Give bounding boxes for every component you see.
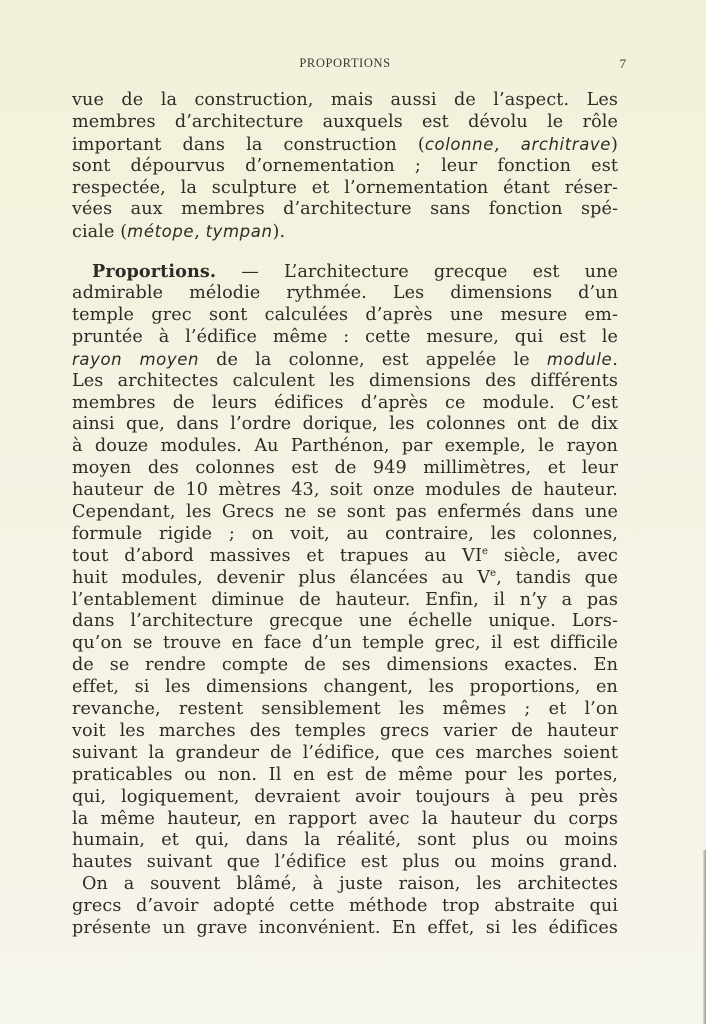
text-line: On a souvent blâmé, à juste raison, les architectes	[82, 874, 618, 895]
text-line: de se rendre compte de ses dimensions exactes. En	[72, 655, 618, 676]
italic-term: tympan	[205, 222, 273, 242]
text-line: praticables ou non. Il en est de même pour les portes,	[72, 764, 618, 785]
text-line: ainsi que, dans l’ordre dorique, les colonnes ont de dix	[72, 414, 618, 435]
italic-term: rayon moyen	[72, 349, 200, 369]
text-line: temple grec sont calculées d’après une mesure em-	[72, 305, 618, 326]
text-line: l’entablement diminue de hauteur. Enfin, il n’y a pas	[72, 589, 618, 610]
italic-term: module	[546, 349, 613, 369]
text-line: vées aux membres d’architecture sans fonction spé-	[72, 199, 618, 220]
text-line: dans l’architecture grecque une échelle unique. Lors-	[72, 611, 618, 632]
text-line: suivant la grandeur de l’édifice, que ces marches soient	[72, 742, 618, 763]
text-line: important dans la construction (colonne, architrave)	[72, 134, 618, 155]
running-title: PROPORTIONS	[299, 56, 391, 70]
text-line: humain, et qui, dans la réalité, sont plus ou moins	[72, 830, 618, 851]
text-line: admirable mélodie rythmée. Les dimensions d’un	[72, 283, 618, 304]
text-line: respectée, la sculpture et l’ornementation étant réser-	[72, 177, 618, 198]
text-line: la même hauteur, en rapport avec la hauteur du corps	[72, 808, 618, 829]
text-line: hauteur de 10 mètres 43, soit onze modules de hauteur.	[72, 480, 618, 501]
text-line: sont dépourvus d’ornementation ; leur fonction est	[72, 155, 618, 176]
page-header	[72, 56, 626, 76]
text-line: ciale (métope, tympan).	[72, 222, 286, 243]
text-line: Les architectes calculent les dimensions des différents	[72, 370, 618, 391]
text-line: hautes suivant que l’édifice est plus ou moins grand.	[72, 852, 618, 873]
text-line: membres d’architecture auxquels est dévolu le rôle	[72, 111, 618, 132]
text-line: membres de leurs édifices d’après ce module. C’est	[72, 392, 618, 413]
body-text	[72, 90, 618, 940]
text-line: formule rigide ; on voit, au contraire, les colonnes,	[72, 523, 618, 544]
text-line: qu’on se trouve en face d’un temple grec, il est difficile	[72, 633, 618, 654]
text-line: voit les marches des temples grecs varier de hauteur	[72, 720, 618, 741]
text-line: tout d’abord massives et trapues au VIe siècle, avec	[72, 545, 618, 566]
paragraph-critique	[72, 874, 618, 940]
text-line: moyen des colonnes est de 949 millimètres, et leur	[72, 458, 618, 479]
text-line: qui, logiquement, devraient avoir toujours à peu près	[72, 786, 618, 807]
text-line: Proportions. — L’architecture grecque est une	[92, 261, 618, 283]
text-line: présente un grave inconvénient. En effet, si les édifices	[72, 917, 618, 938]
paragraph-continuation	[72, 90, 618, 243]
text-line: huit modules, devenir plus élancées au Ve, tandis que	[72, 567, 618, 588]
text-line: à douze modules. Au Parthénon, par exemple, le rayon	[72, 436, 618, 457]
text-line: effet, si les dimensions changent, les proportions, en	[72, 677, 618, 698]
italic-term: architrave	[520, 134, 612, 154]
text-line: revanche, restent sensiblement les mêmes ; et l’on	[72, 699, 618, 720]
text-line: Cependant, les Grecs ne se sont pas enfermés dans une	[72, 502, 618, 523]
page-number: 7	[619, 56, 626, 71]
italic-term: colonne	[424, 134, 494, 154]
paragraph-proportions	[72, 261, 618, 874]
text-line: grecs d’avoir adopté cette méthode trop abstraite qui	[72, 896, 618, 917]
italic-term: métope	[127, 222, 195, 242]
section-heading: Proportions.	[92, 261, 217, 283]
text-line: rayon moyen de la colonne, est appelée le module.	[72, 349, 618, 370]
text-line: pruntée à l’édifice même : cette mesure, qui est le	[72, 326, 618, 347]
text-line: vue de la construction, mais aussi de l’aspect. Les	[72, 90, 618, 110]
